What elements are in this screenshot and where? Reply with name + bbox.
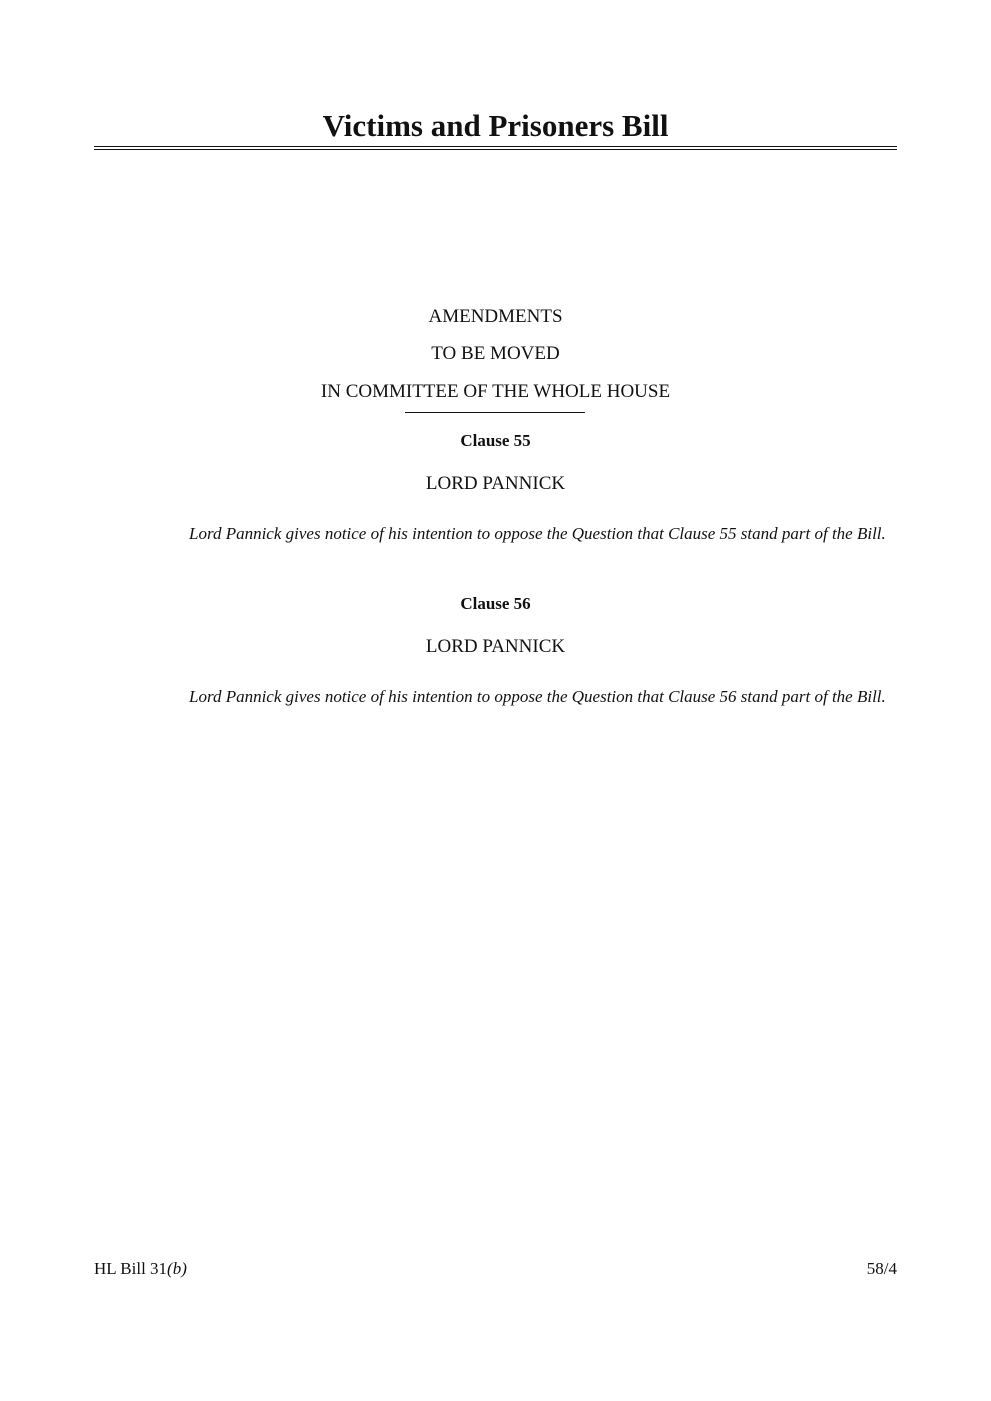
clause-55-heading: Clause 55 <box>460 431 531 450</box>
heading-committee: IN COMMITTEE OF THE WHOLE HOUSE <box>320 381 671 402</box>
clause-56-heading: Clause 56 <box>460 594 531 613</box>
title-double-rule <box>94 146 897 150</box>
bill-reference <box>94 1258 187 1280</box>
bill-reference-suffix: (b) <box>167 1259 187 1278</box>
clause-55-member: LORD PANNICK <box>425 473 566 494</box>
page-reference: 58/4 <box>866 1259 897 1278</box>
clause-55-notice: Lord Pannick gives notice of his intention to oppose the Question that Clause 55 stand part of the Bill. <box>189 524 886 543</box>
heading-to-be-moved: TO BE MOVED <box>431 343 560 364</box>
bill-reference-number: HL Bill 31 <box>94 1259 168 1278</box>
clause-56-notice: Lord Pannick gives notice of his intention to oppose the Question that Clause 56 stand part of the Bill. <box>189 687 886 706</box>
page-title: Victims and Prisoners Bill <box>322 108 669 143</box>
heading-amendments: AMENDMENTS <box>428 306 563 327</box>
clause-56-member: LORD PANNICK <box>425 636 566 657</box>
heading-divider <box>405 412 585 413</box>
